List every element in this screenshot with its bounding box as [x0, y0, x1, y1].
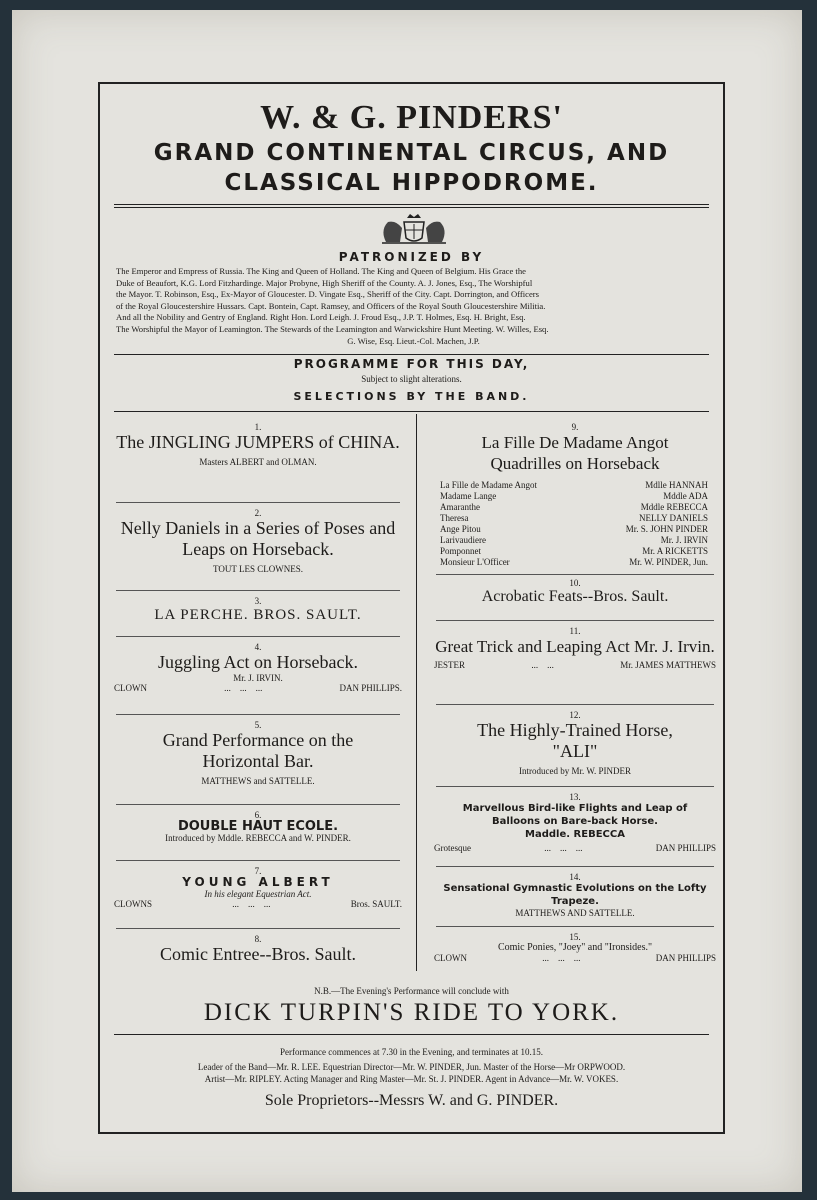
act-title: Comic Ponies, "Joey" and "Ironsides.": [497, 942, 653, 953]
cast-actor: Mr. A RICKETTS: [642, 546, 708, 556]
act-9: [430, 422, 720, 474]
act-separator: [116, 804, 400, 805]
act-separator: [116, 714, 400, 715]
act-number: 8.: [254, 934, 262, 944]
credit-name: Mr. JAMES MATTHEWS: [620, 660, 716, 670]
cast-role: La Fille de Madame Angot: [440, 480, 537, 490]
staff-line: Artist—Mr. RIPLEY. Acting Manager and Ring Master—Mr. St. J. PINDER. Agent in Advance—Mr. W. VOKES.: [204, 1073, 619, 1084]
poster-frame: [98, 82, 725, 1134]
credit-role: CLOWNS: [114, 899, 152, 909]
act-number: 10.: [569, 578, 581, 588]
patrons-line: And all the Nobility and Gentry of England. Right Hon. Lord Leigh. J. Froud Esq., J.P. T. Holmes, Esq. H. Bright, Esq.: [116, 312, 526, 323]
header-rule-2: [114, 207, 709, 208]
cast-actor: Mr. S. JOHN PINDER: [625, 524, 708, 534]
title-line-1: W. & G. PINDERS': [260, 99, 563, 136]
act-credit-row: [430, 660, 720, 671]
credit-role: JESTER: [434, 660, 466, 670]
act-separator: [116, 860, 400, 861]
cast-role: Pomponnet: [440, 546, 482, 556]
act-credit-row: [430, 843, 720, 854]
cast-row: [440, 502, 708, 513]
act-separator: [436, 620, 714, 621]
act-detail: Masters ALBERT and OLMAN.: [199, 457, 317, 467]
act-title: Comic Entree--Bros. Sault.: [160, 944, 356, 964]
act-separator: [436, 786, 714, 787]
patrons-line: of the Royal Gloucestershire Hussars. Capt. Bontein, Capt. Ramsey, and Officers of the Royal South Gloucestershire Militia.: [116, 300, 546, 311]
cast-actor: Mddle ADA: [663, 491, 708, 501]
act-number: 11.: [569, 626, 581, 636]
patrons-rule: [114, 354, 709, 355]
act-title: Juggling Act on Horseback.: [158, 652, 358, 672]
act-detail: In his elegant Equestrian Act.: [204, 889, 312, 899]
act-detail: Mr. J. IRVIN.: [233, 673, 283, 683]
act-title: Grand Performance on the Horizontal Bar.: [162, 730, 354, 771]
credit-dots: ... ... ...: [544, 843, 583, 853]
act-title: LA PERCHE. BROS. SAULT.: [154, 607, 362, 623]
programme-subtitle: Subject to slight alterations.: [361, 374, 462, 384]
act-separator: [436, 866, 714, 867]
act-5: [110, 720, 406, 786]
credit-dots: ... ... ...: [542, 953, 581, 963]
patrons-list: [116, 266, 711, 347]
act-number: 3.: [254, 596, 262, 606]
cast-role: Larivaudiere: [440, 535, 486, 545]
column-divider: [416, 414, 417, 971]
act-1: [110, 422, 406, 467]
credit-name: DAN PHILLIPS: [655, 953, 716, 963]
poster-sheet: [12, 10, 802, 1192]
act-title: Nelly Daniels in a Series of Poses and Leaps on Horseback.: [120, 518, 396, 559]
act-detail: Introduced by Mddle. REBECCA and W. PINDER.: [165, 833, 351, 843]
act-separator: [116, 928, 400, 929]
staff-credits: [120, 1062, 703, 1085]
cast-role: Ange Pitou: [440, 524, 481, 534]
act-title: The JINGLING JUMPERS of CHINA.: [116, 432, 400, 452]
cast-role: Theresa: [440, 513, 469, 523]
act-number: 2.: [254, 508, 262, 518]
act-detail: Introduced by Mr. W. PINDER: [519, 766, 631, 776]
cast-row: [440, 535, 708, 546]
act-title: Great Trick and Leaping Act Mr. J. Irvin.: [435, 637, 715, 656]
credit-name: DAN PHILLIPS: [655, 843, 716, 853]
cast-row: [440, 524, 708, 535]
act-number: 7.: [254, 866, 262, 876]
header-rule: [114, 204, 709, 205]
finale-note: N.B.—The Evening's Performance will conclude with: [314, 986, 509, 996]
band-selections: SELECTIONS BY THE BAND.: [293, 390, 530, 403]
act-title: Marvellous Bird-like Flights and Leap of Balloons on Bare-back Horse.: [462, 803, 688, 827]
cast-row: [440, 513, 708, 524]
act-number: 9.: [571, 422, 579, 432]
act-11: [430, 626, 720, 671]
act-10: [430, 578, 720, 606]
programme-heading: PROGRAMME FOR THIS DAY,: [293, 357, 530, 371]
cast-actor: Mr. W. PINDER, Jun.: [629, 557, 708, 567]
act-number: 15.: [569, 932, 581, 942]
credit-dots: ... ... ...: [224, 683, 263, 693]
act-number: 13.: [569, 792, 581, 802]
cast-role: Madame Lange: [440, 491, 497, 501]
patrons-line: the Mayor. T. Robinson, Esq., Ex-Mayor of Gloucester. D. Vingate Esq., Sheriff of the City. Capt. Dorrington, and Officers: [116, 289, 539, 300]
act-14: [430, 872, 720, 918]
act-separator: [116, 636, 400, 637]
act-credit-row: [430, 953, 720, 964]
act-title: Sensational Gymnastic Evolutions on the Lofty Trapeze.: [443, 883, 707, 907]
act-15: [430, 932, 720, 964]
act-title: Acrobatic Feats--Bros. Sault.: [481, 588, 669, 605]
act-separator: [116, 502, 400, 503]
act-separator: [436, 926, 714, 927]
staff-line: Leader of the Band—Mr. R. LEE. Equestrian Director—Mr. W. PINDER, Jun. Master of the Horse—Mr ORPWOOD.: [197, 1062, 626, 1072]
title-line-2: GRAND CONTINENTAL CIRCUS, AND: [153, 140, 670, 166]
cast-actor: Mr. J. IRVIN: [660, 535, 708, 545]
act-separator: [436, 574, 714, 575]
act-13: [430, 792, 720, 854]
act-detail: MATTHEWS AND SATTELLE.: [515, 908, 635, 918]
patrons-line: G. Wise, Esq. Lieut.-Col. Machen, J.P.: [347, 335, 480, 346]
sole-proprietors: Sole Proprietors--Messrs W. and G. PINDER.: [264, 1092, 559, 1109]
performance-times: Performance commences at 7.30 in the Evening, and terminates at 10.15.: [280, 1047, 543, 1057]
cast-actor: Mddle REBECCA: [640, 502, 708, 512]
cast-role: Amaranthe: [440, 502, 480, 512]
programme-rule: [114, 411, 709, 412]
cast-list: [440, 480, 708, 568]
credit-role: Grotesque: [434, 843, 471, 853]
patrons-line: The Emperor and Empress of Russia. The King and Queen of Holland. The King and Queen of Belgium. His Grace the: [116, 266, 526, 276]
credit-dots: ... ... ...: [232, 899, 271, 909]
act-4: [110, 642, 406, 694]
act-separator: [116, 590, 400, 591]
finale-title: DICK TURPIN'S RIDE TO YORK.: [203, 999, 620, 1026]
patrons-line: Duke of Beaufort, K.G. Lord Fitzhardinge. Major Probyne, High Sheriff of the County. A. J. Jones, Esq., The Worshipful: [116, 277, 533, 288]
cast-role: Monsieur L'Officer: [440, 557, 510, 567]
cast-row: [440, 491, 708, 502]
cast-actor: NELLY DANIELS: [638, 513, 708, 523]
act-2: [110, 508, 406, 574]
credit-role: CLOWN: [114, 683, 147, 693]
act-7: [110, 866, 406, 910]
act-12: [430, 710, 720, 776]
act-8: [110, 934, 406, 965]
royal-coat-of-arms-icon: [374, 212, 454, 246]
title-line-3: CLASSICAL HIPPODROME.: [224, 170, 599, 196]
act-number: 12.: [569, 710, 581, 720]
credit-role: CLOWN: [434, 953, 467, 963]
act-number: 5.: [254, 720, 262, 730]
footer-rule: [114, 1034, 709, 1035]
act-title: DOUBLE HAUT ECOLE.: [177, 819, 339, 834]
cast-row: [440, 480, 708, 491]
credit-dots: ... ...: [531, 660, 554, 670]
act-credit-row: [110, 899, 406, 910]
act-detail: Maddle. REBECCA: [525, 829, 625, 840]
patronized-heading: PATRONIZED BY: [338, 250, 485, 264]
act-number: 4.: [254, 642, 262, 652]
act-title: La Fille De Madame Angot Quadrilles on Horseback: [481, 433, 669, 473]
act-number: 1.: [254, 422, 262, 432]
act-title: YOUNG ALBERT: [182, 875, 334, 889]
act-title: The Highly-Trained Horse, "ALI": [477, 720, 673, 761]
credit-name: DAN PHILLIPS.: [339, 683, 402, 693]
cast-actor: Mdlle HANNAH: [645, 480, 708, 490]
act-6: [110, 810, 406, 843]
act-separator: [436, 704, 714, 705]
credit-name: Bros. SAULT.: [350, 899, 402, 909]
act-detail: MATTHEWS and SATTELLE.: [201, 776, 315, 786]
patrons-line: The Worshipful the Mayor of Leamington. The Stewards of the Leamington and Warwickshire Hunt Meeting. W. Willes, Esq.: [116, 323, 549, 334]
cast-row: [440, 557, 708, 568]
act-number: 6.: [254, 810, 262, 820]
act-credit-row: [110, 683, 406, 694]
cast-row: [440, 546, 708, 557]
act-detail: TOUT LES CLOWNES.: [213, 564, 303, 574]
act-3: [110, 596, 406, 624]
act-number: 14.: [569, 872, 581, 882]
